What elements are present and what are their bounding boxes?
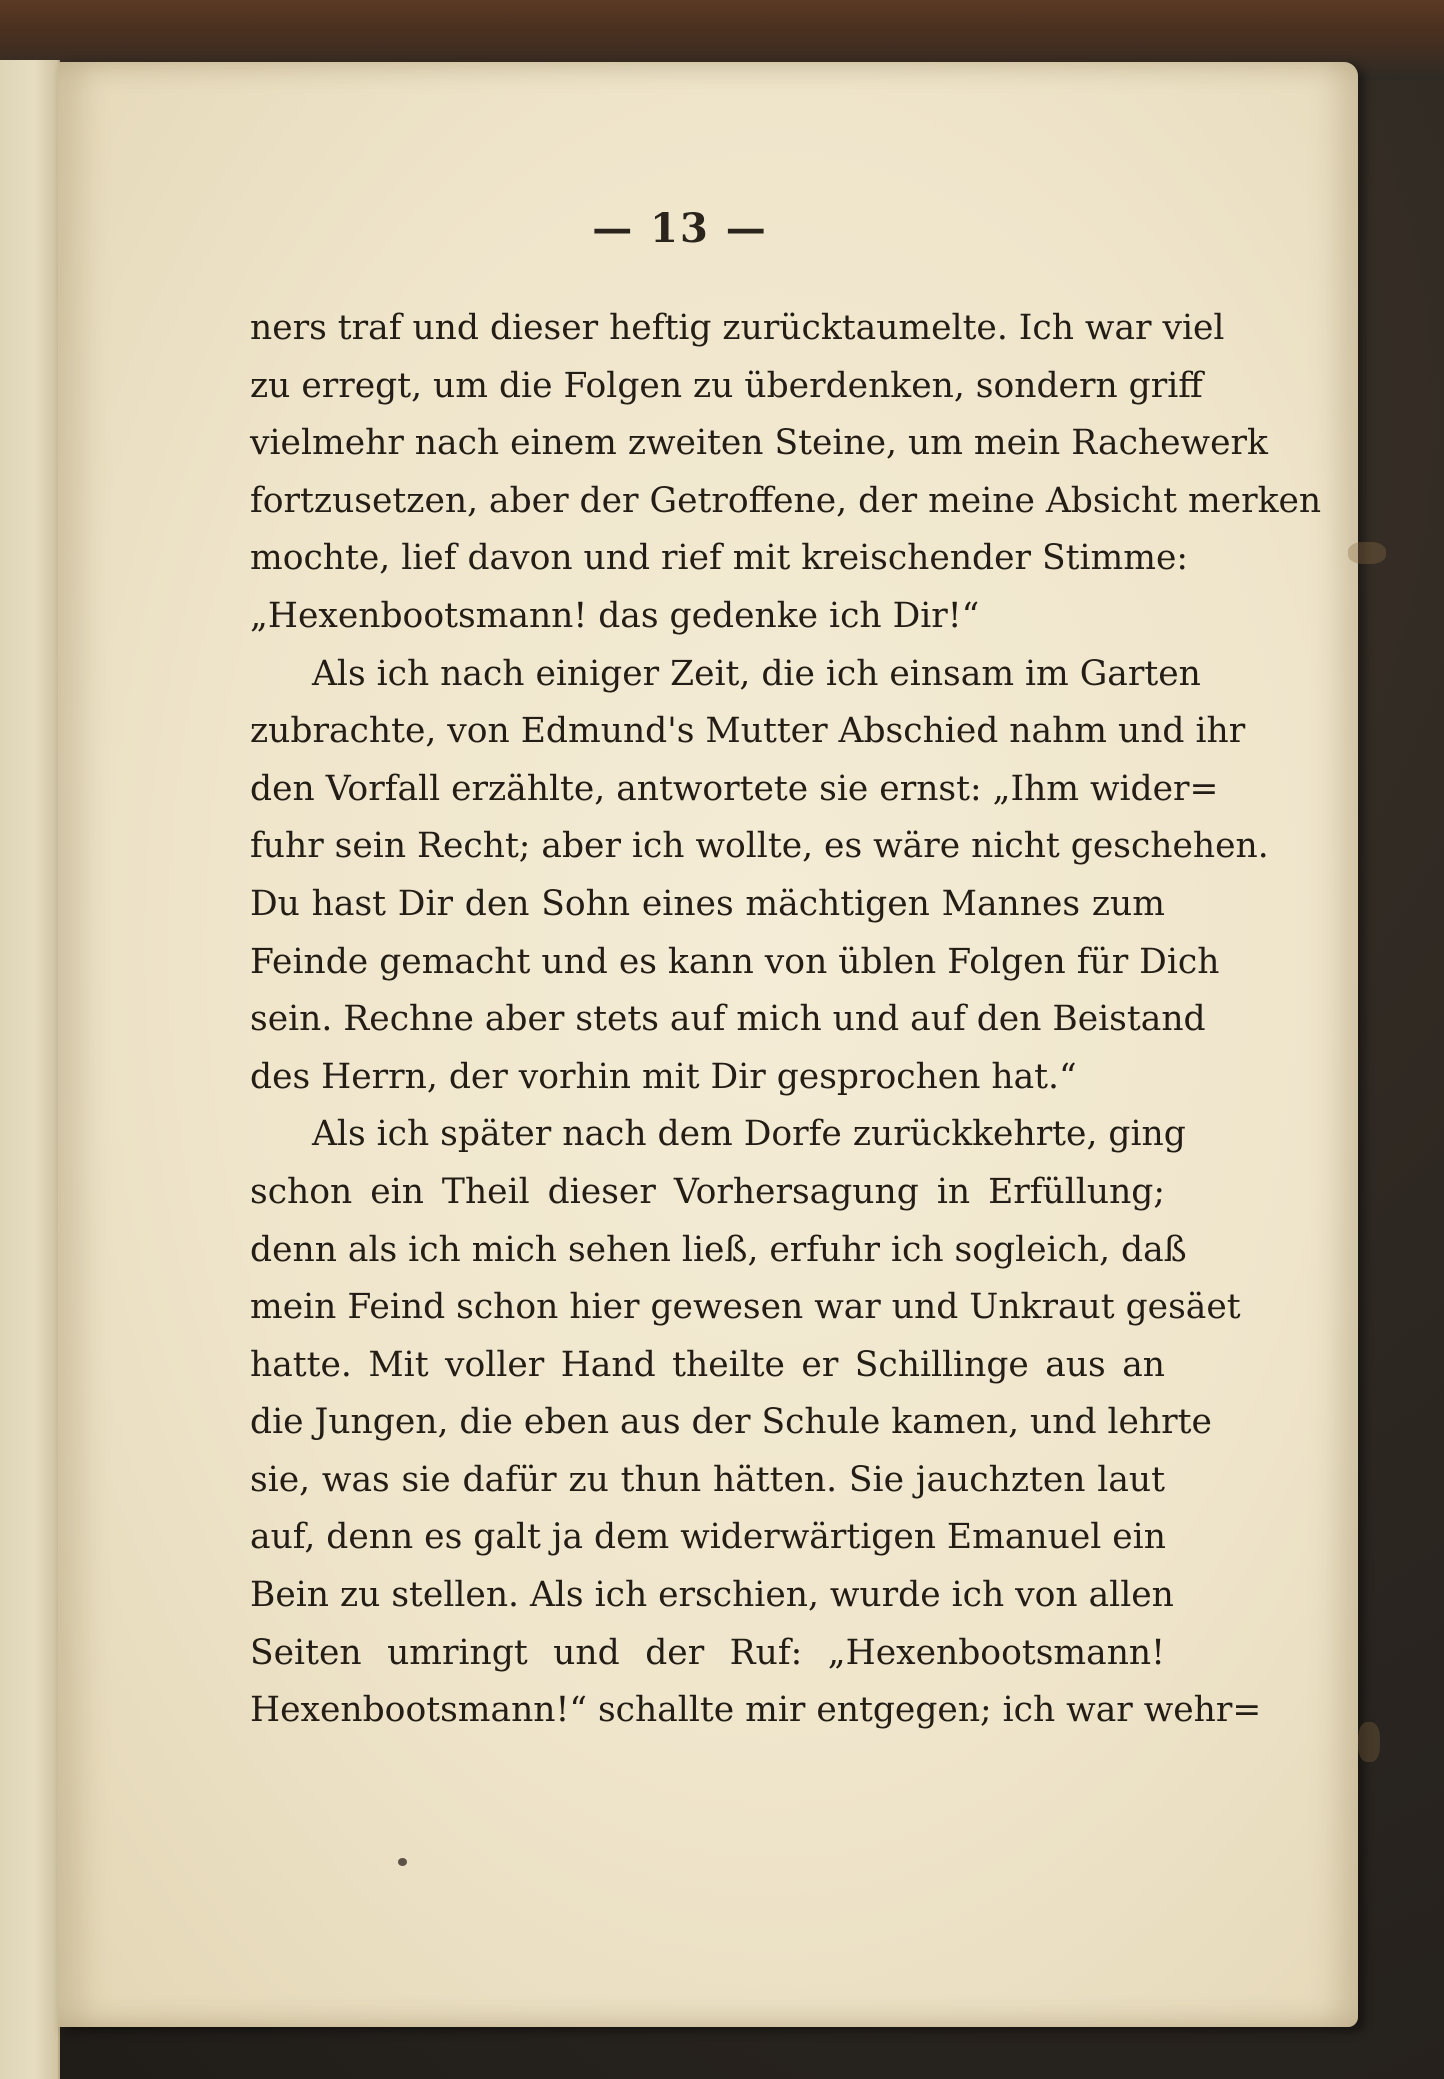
text-line: die Jungen, die eben aus der Schule kamen, und lehrte — [250, 1402, 1212, 1443]
text-line: auf, denn es galt ja dem widerwärtigen Emanuel ein — [250, 1517, 1166, 1558]
text-line: Du hast Dir den Sohn eines mächtigen Mannes zum — [250, 883, 1165, 924]
text-line: zubrachte, von Edmund's Mutter Abschied nahm und ihr — [250, 711, 1246, 752]
body-text — [250, 300, 1322, 1740]
text-line: mein Feind schon hier gewesen war und Unkraut gesäet — [250, 1287, 1241, 1328]
text-line: mochte, lief davon und rief mit kreischender Stimme: — [250, 538, 1189, 579]
facing-page-edge — [0, 60, 60, 2079]
text-line: Feinde gemacht und es kann von üblen Folgen für Dich — [250, 941, 1220, 982]
text-line: sie, was sie dafür zu thun hätten. Sie jauchzten laut — [250, 1459, 1165, 1500]
text-line: Seiten umringt und der Ruf: „Hexenbootsmann! — [250, 1632, 1165, 1673]
text-line: Als ich später nach dem Dorfe zurückkehrte, ging — [312, 1114, 1186, 1155]
text-line: hatte. Mit voller Hand theilte er Schillinge aus an — [250, 1344, 1165, 1385]
text-line: schon ein Theil dieser Vorhersagung in Erfüllung; — [250, 1171, 1165, 1212]
text-line: den Vorfall erzählte, antwortete sie ernst: „Ihm wider= — [250, 768, 1219, 809]
text-line: denn als ich mich sehen ließ, erfuhr ich sogleich, daß — [250, 1229, 1187, 1270]
ink-spot — [398, 1858, 407, 1866]
text-line: Hexenbootsmann!“ schallte mir entgegen; ich war wehr= — [250, 1690, 1262, 1731]
text-line: ners traf und dieser heftig zurücktaumelte. Ich war viel — [250, 308, 1225, 348]
paper-stain — [1348, 542, 1386, 564]
text-line: des Herrn, der vorhin mit Dir gesprochen hat.“ — [250, 1056, 1077, 1097]
text-line: Als ich nach einiger Zeit, die ich einsam im Garten — [312, 653, 1201, 694]
paper-stain — [1358, 1722, 1380, 1762]
text-line: sein. Rechne aber stets auf mich und auf den Beistand — [250, 999, 1206, 1040]
text-line: fortzusetzen, aber der Getroffene, der meine Absicht merken — [250, 480, 1322, 521]
text-line: zu erregt, um die Folgen zu überdenken, sondern griff — [250, 365, 1203, 406]
text-line: „Hexenbootsmann! das gedenke ich Dir!“ — [250, 595, 980, 636]
page-number: — 13 — — [592, 205, 768, 252]
text-line: vielmehr nach einem zweiten Steine, um mein Rachewerk — [250, 423, 1268, 464]
text-line: Bein zu stellen. Als ich erschien, wurde ich von allen — [250, 1575, 1174, 1616]
text-line: fuhr sein Recht; aber ich wollte, es wäre nicht geschehen. — [250, 826, 1269, 867]
